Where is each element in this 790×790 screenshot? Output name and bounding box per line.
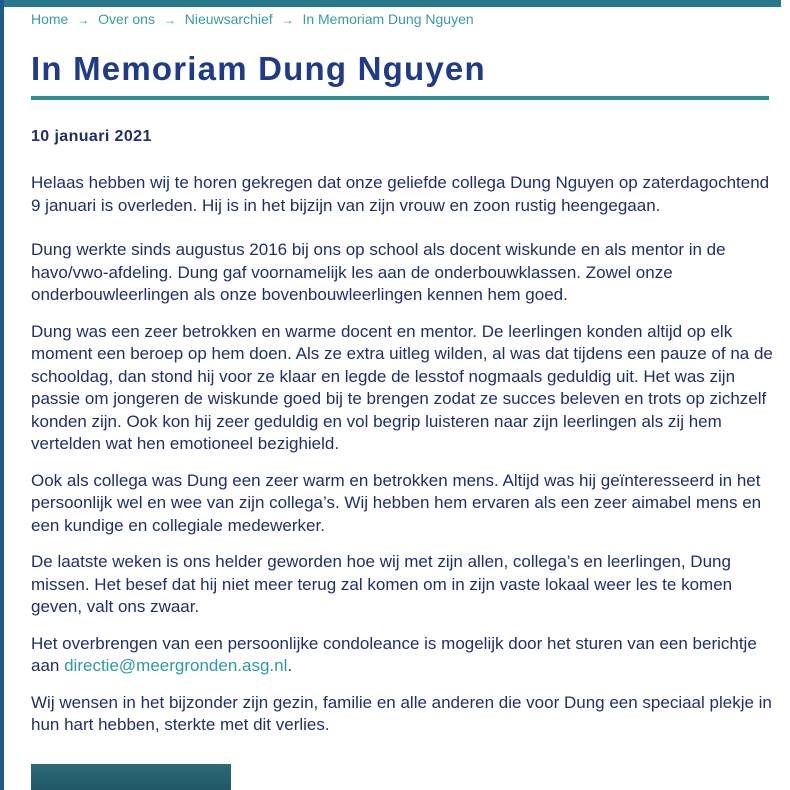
- breadcrumb-over-ons-link[interactable]: Over ons: [98, 11, 155, 27]
- breadcrumb-current-page[interactable]: In Memoriam Dung Nguyen: [302, 11, 474, 27]
- breadcrumb: [31, 11, 474, 27]
- breadcrumb-arrow-icon: →: [281, 13, 294, 27]
- condolence-text: Het overbrengen van een persoonlijke condoleance is mogelijk door het sturen van een berichtje aan: [31, 633, 757, 675]
- closing-paragraph: Wij wensen in het bijzonder zijn gezin, familie en alle anderen die voor Dung een speciaal plekje in hun hart hebben, sterkte met dit verlies.: [31, 692, 772, 734]
- article-paragraph: Helaas hebben wij te horen gekregen dat onze geliefde collega Dung Nguyen op zaterdagochtend 9 januari is overleden. Hij is in het bijzijn van zijn vrouw en zoon rustig heengegaan.: [31, 173, 770, 215]
- breadcrumb-arrow-icon: →: [163, 13, 176, 27]
- left-edge-rail: [0, 0, 4, 790]
- page-title: In Memoriam Dung Nguyen: [31, 50, 486, 87]
- breadcrumb-home-link[interactable]: Home: [31, 11, 69, 27]
- article-paragraph: Dung was een zeer betrokken en warme docent en mentor. De leerlingen konden altijd op elk moment een beroep op hem doen. Als ze extra uitleg wilden, al was dat tijdens een pauze of na de schooldag, dan stond hij voor ze klaar en legde de lesstof nogmaals geduldig uit. Het was zijn passie om jongeren de wiskunde goed bij te brengen zodat ze succes beleven en trots op zichzelf konden zijn. Ook kon hij zeer geduldig en vol begrip luisteren naar zijn leerlingen als zij hem vertelden wat hen emotioneel bezighield.: [31, 321, 773, 453]
- condolence-email-link[interactable]: directie@meergronden.asg.nl: [64, 656, 288, 675]
- title-divider: [31, 96, 769, 100]
- memorial-photo: [31, 764, 231, 790]
- article-body: [31, 172, 773, 751]
- condolence-end: .: [287, 656, 293, 675]
- condolence-paragraph: [31, 633, 773, 678]
- breadcrumb-arrow-icon: →: [77, 13, 90, 27]
- article-paragraph: Dung werkte sinds augustus 2016 bij ons op school als docent wiskunde en als mentor in de havo/vwo-afdeling. Dung gaf voornamelijk les aan de onderbouwklassen. Zowel onze onderbouwleerlingen als onze bovenbouwleerlingen kennen hem goed.: [31, 240, 726, 304]
- article-paragraph: De laatste weken is ons helder geworden hoe wij met zijn allen, collega’s en leerlingen, Dung missen. Het besef dat hij niet meer terug zal komen om in zijn vaste lokaal weer les te komen geven, valt ons zwaar.: [31, 552, 733, 616]
- article-paragraph: Ook als collega was Dung een zeer warm en betrokken mens. Altijd was hij geïnteresseerd in het persoonlijk wel en wee van zijn collega’s. Wij hebben hem ervaren als een zeer aimabel mens en een kundige en collegiale medewerker.: [31, 470, 762, 535]
- top-nav-bar: [0, 0, 781, 7]
- breadcrumb-nieuwsarchief-link[interactable]: Nieuwsarchief: [184, 11, 273, 27]
- article-date: 10 januari 2021: [31, 128, 152, 145]
